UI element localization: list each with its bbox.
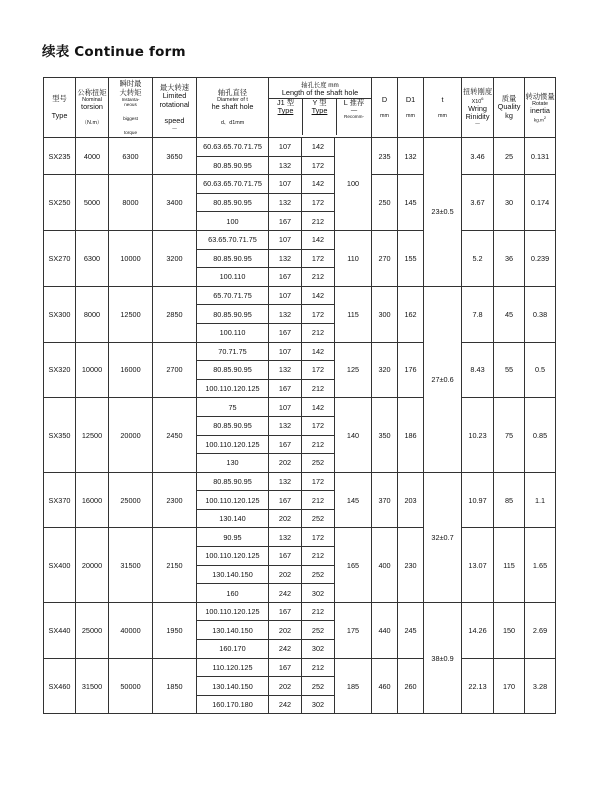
j1-length-cell: 167: [269, 268, 302, 287]
diameter-cell: 100.110.120.125: [197, 547, 269, 566]
speed-cell: 2450: [153, 398, 197, 472]
j1-length-cell: 202: [269, 565, 302, 584]
d1-cell: 145: [398, 175, 424, 231]
header-row: [44, 78, 556, 138]
diameter-cell: 60.63.65.70.71.75: [197, 175, 269, 194]
length-header: 轴孔长度 mm Length of the shaft hole J1 型 Type Y 型 Type L 推荐 — Recomm-: [269, 78, 372, 138]
diameter-cell: 100.110.120.125: [197, 491, 269, 510]
d1-header: D1 mm: [398, 78, 424, 138]
instant-torque-cell: 25000: [109, 472, 153, 528]
d-cell: 350: [372, 398, 398, 472]
d1-cell: 132: [398, 138, 424, 175]
j1-length-cell: 202: [269, 454, 302, 473]
mass-header: 质量 Quality kg: [494, 78, 525, 138]
j1-length-cell: 107: [269, 398, 302, 417]
y-length-cell: 212: [302, 268, 335, 287]
l-recommend-cell: 140: [335, 398, 372, 472]
j1-length-cell: 132: [269, 156, 302, 175]
j1-length-cell: 167: [269, 547, 302, 566]
table-row: [44, 138, 556, 157]
model-cell: SX460: [44, 658, 76, 714]
inertia-cell: 0.239: [525, 230, 556, 286]
y-length-cell: 142: [302, 342, 335, 361]
y-length-cell: 142: [302, 398, 335, 417]
diameter-cell: 100: [197, 212, 269, 231]
inertia-cell: 1.65: [525, 528, 556, 602]
inertia-cell: 0.5: [525, 342, 556, 398]
j1-length-cell: 242: [269, 640, 302, 659]
instant-torque-cell: 31500: [109, 528, 153, 602]
diameter-cell: 100.110.120.125: [197, 435, 269, 454]
l-recommend-cell: 115: [335, 286, 372, 342]
d-cell: 400: [372, 528, 398, 602]
table-row: [44, 472, 556, 491]
diameter-cell: 100.110.120.125: [197, 602, 269, 621]
y-length-cell: 172: [302, 416, 335, 435]
d1-cell: 155: [398, 230, 424, 286]
j1-length-cell: 202: [269, 677, 302, 696]
mass-cell: 75: [494, 398, 525, 472]
d1-cell: 203: [398, 472, 424, 528]
d-cell: 300: [372, 286, 398, 342]
stiffness-cell: 8.43: [462, 342, 494, 398]
y-length-cell: 212: [302, 602, 335, 621]
speed-cell: 2300: [153, 472, 197, 528]
speed-cell: 3400: [153, 175, 197, 231]
stiffness-cell: 22.13: [462, 658, 494, 714]
instant-torque-cell: 8000: [109, 175, 153, 231]
y-length-cell: 172: [302, 193, 335, 212]
d1-cell: 230: [398, 528, 424, 602]
instant-torque-cell: 40000: [109, 602, 153, 658]
diameter-cell: 80.85.90.95: [197, 156, 269, 175]
y-length-cell: 142: [302, 230, 335, 249]
instant-torque-cell: 10000: [109, 230, 153, 286]
speed-cell: 2850: [153, 286, 197, 342]
torque-cell: 5000: [76, 175, 109, 231]
speed-header: 最大转速 Limited rotational speed —: [153, 78, 197, 138]
l-recommend-cell: 185: [335, 658, 372, 714]
y-length-cell: 212: [302, 658, 335, 677]
d-cell: 250: [372, 175, 398, 231]
stiffness-header: 扭转刚度 $X10^6$ Wring Rinidity —: [462, 78, 494, 138]
y-length-cell: 142: [302, 138, 335, 157]
diameter-cell: 130.140.150: [197, 621, 269, 640]
diameter-cell: 63.65.70.71.75: [197, 230, 269, 249]
torque-cell: 8000: [76, 286, 109, 342]
model-cell: SX250: [44, 175, 76, 231]
diameter-cell: 80.85.90.95: [197, 472, 269, 491]
j1-length-cell: 107: [269, 138, 302, 157]
mass-cell: 45: [494, 286, 525, 342]
y-length-cell: 172: [302, 305, 335, 324]
j1-length-cell: 107: [269, 286, 302, 305]
mass-cell: 170: [494, 658, 525, 714]
j1-length-cell: 132: [269, 472, 302, 491]
j1-type-header: J1 型 Type: [269, 99, 303, 135]
y-length-cell: 252: [302, 509, 335, 528]
t-cell: 32±0.7: [424, 472, 462, 602]
stiffness-cell: 3.67: [462, 175, 494, 231]
d-cell: 370: [372, 472, 398, 528]
d-cell: 440: [372, 602, 398, 658]
j1-length-cell: 132: [269, 193, 302, 212]
diameter-cell: 130.140: [197, 509, 269, 528]
diameter-cell: 80.85.90.95: [197, 361, 269, 380]
diameter-header: 轴孔直径 Diameter of t he shaft hole d、d1mm: [197, 78, 269, 138]
j1-length-cell: 167: [269, 491, 302, 510]
y-length-cell: 212: [302, 491, 335, 510]
diameter-cell: 160.170: [197, 640, 269, 659]
stiffness-cell: 10.97: [462, 472, 494, 528]
d-cell: 460: [372, 658, 398, 714]
diameter-cell: 100.110: [197, 268, 269, 287]
torque-cell: 12500: [76, 398, 109, 472]
page-title: 续表 Continue form: [42, 44, 186, 60]
model-cell: SX270: [44, 230, 76, 286]
table-row: [44, 230, 556, 249]
model-cell: SX440: [44, 602, 76, 658]
table-row: [44, 175, 556, 194]
d-cell: 270: [372, 230, 398, 286]
y-length-cell: 172: [302, 528, 335, 547]
coupling-spec-table: [43, 77, 556, 714]
d1-cell: 186: [398, 398, 424, 472]
j1-length-cell: 167: [269, 323, 302, 342]
inertia-header: 转动惯量 Rotate inertia $kg.m^2$: [525, 78, 556, 138]
j1-length-cell: 242: [269, 584, 302, 603]
d-cell: 320: [372, 342, 398, 398]
diameter-cell: 110.120.125: [197, 658, 269, 677]
j1-length-cell: 167: [269, 212, 302, 231]
mass-cell: 36: [494, 230, 525, 286]
torque-cell: 4000: [76, 138, 109, 175]
stiffness-cell: 10.23: [462, 398, 494, 472]
speed-cell: 3650: [153, 138, 197, 175]
j1-length-cell: 132: [269, 305, 302, 324]
diameter-cell: 80.85.90.95: [197, 416, 269, 435]
speed-cell: 3200: [153, 230, 197, 286]
y-length-cell: 302: [302, 584, 335, 603]
y-length-cell: 172: [302, 361, 335, 380]
model-cell: SX370: [44, 472, 76, 528]
y-length-cell: 142: [302, 286, 335, 305]
table-row: [44, 398, 556, 417]
stiffness-cell: 7.8: [462, 286, 494, 342]
diameter-cell: 130.140.150: [197, 677, 269, 696]
stiffness-cell: 13.07: [462, 528, 494, 602]
inertia-cell: 0.85: [525, 398, 556, 472]
y-length-cell: 212: [302, 212, 335, 231]
inertia-cell: 2.69: [525, 602, 556, 658]
diameter-cell: 75: [197, 398, 269, 417]
y-length-cell: 252: [302, 621, 335, 640]
diameter-cell: 100.110: [197, 323, 269, 342]
diameter-cell: 160.170.180: [197, 695, 269, 714]
instant-torque-cell: 6300: [109, 138, 153, 175]
l-recommend-cell: 165: [335, 528, 372, 602]
y-length-cell: 142: [302, 175, 335, 194]
table-row: [44, 342, 556, 361]
y-length-cell: 212: [302, 547, 335, 566]
diameter-cell: 130.140.150: [197, 565, 269, 584]
table-row: [44, 528, 556, 547]
j1-length-cell: 132: [269, 361, 302, 380]
t-cell: 23±0.5: [424, 138, 462, 287]
torque-header: 公称扭矩 Nominal torsion （N.m）: [76, 78, 109, 138]
diameter-cell: 80.85.90.95: [197, 305, 269, 324]
instant-torque-cell: 50000: [109, 658, 153, 714]
mass-cell: 25: [494, 138, 525, 175]
y-length-cell: 172: [302, 472, 335, 491]
mass-cell: 85: [494, 472, 525, 528]
j1-length-cell: 167: [269, 435, 302, 454]
diameter-cell: 80.85.90.95: [197, 249, 269, 268]
y-length-cell: 302: [302, 640, 335, 659]
diameter-cell: 80.85.90.95: [197, 193, 269, 212]
j1-length-cell: 107: [269, 230, 302, 249]
table-row: [44, 658, 556, 677]
y-length-cell: 212: [302, 379, 335, 398]
instant-torque-cell: 12500: [109, 286, 153, 342]
d1-cell: 245: [398, 602, 424, 658]
l-recommend-cell: 125: [335, 342, 372, 398]
torque-cell: 20000: [76, 528, 109, 602]
model-cell: SX350: [44, 398, 76, 472]
d-header: D mm: [372, 78, 398, 138]
inertia-cell: 0.131: [525, 138, 556, 175]
model-cell: SX235: [44, 138, 76, 175]
y-length-cell: 252: [302, 677, 335, 696]
model-cell: SX320: [44, 342, 76, 398]
y-length-cell: 302: [302, 695, 335, 714]
speed-cell: 2700: [153, 342, 197, 398]
y-length-cell: 172: [302, 249, 335, 268]
d1-cell: 162: [398, 286, 424, 342]
mass-cell: 115: [494, 528, 525, 602]
inertia-cell: 1.1: [525, 472, 556, 528]
j1-length-cell: 167: [269, 658, 302, 677]
diameter-cell: 160: [197, 584, 269, 603]
speed-cell: 2150: [153, 528, 197, 602]
diameter-cell: 65.70.71.75: [197, 286, 269, 305]
diameter-cell: 130: [197, 454, 269, 473]
model-cell: SX400: [44, 528, 76, 602]
diameter-cell: 70.71.75: [197, 342, 269, 361]
torque-cell: 31500: [76, 658, 109, 714]
j1-length-cell: 167: [269, 602, 302, 621]
d1-cell: 176: [398, 342, 424, 398]
model-cell: SX300: [44, 286, 76, 342]
t-cell: 27±0.6: [424, 286, 462, 472]
torque-cell: 25000: [76, 602, 109, 658]
inertia-cell: 0.174: [525, 175, 556, 231]
y-length-cell: 212: [302, 323, 335, 342]
j1-length-cell: 107: [269, 342, 302, 361]
table-row: [44, 286, 556, 305]
l-recommend-header: L 推荐 — Recomm-: [343, 97, 365, 120]
j1-length-cell: 132: [269, 249, 302, 268]
mass-cell: 150: [494, 602, 525, 658]
y-length-cell: 172: [302, 156, 335, 175]
instant-torque-header: 瞬时最 大转矩 Instanta- neous biggest torque: [109, 78, 153, 138]
stiffness-cell: 5.2: [462, 230, 494, 286]
torque-cell: 6300: [76, 230, 109, 286]
l-recommend-cell: 175: [335, 602, 372, 658]
diameter-cell: 60.63.65.70.71.75: [197, 138, 269, 157]
model-header: 型号 Type: [44, 78, 76, 138]
stiffness-cell: 14.26: [462, 602, 494, 658]
j1-length-cell: 202: [269, 621, 302, 640]
j1-length-cell: 167: [269, 379, 302, 398]
y-length-cell: 252: [302, 454, 335, 473]
j1-length-cell: 132: [269, 416, 302, 435]
table-row: [44, 602, 556, 621]
stiffness-cell: 3.46: [462, 138, 494, 175]
inertia-cell: 3.28: [525, 658, 556, 714]
speed-cell: 1950: [153, 602, 197, 658]
mass-cell: 55: [494, 342, 525, 398]
t-header: t mm: [424, 78, 462, 138]
y-type-header: Y 型 Type: [303, 99, 337, 135]
j1-length-cell: 107: [269, 175, 302, 194]
speed-cell: 1850: [153, 658, 197, 714]
j1-length-cell: 242: [269, 695, 302, 714]
j1-length-cell: 132: [269, 528, 302, 547]
l-recommend-cell: 145: [335, 472, 372, 528]
torque-cell: 10000: [76, 342, 109, 398]
d-cell: 235: [372, 138, 398, 175]
y-length-cell: 252: [302, 565, 335, 584]
d1-cell: 260: [398, 658, 424, 714]
mass-cell: 30: [494, 175, 525, 231]
inertia-cell: 0.38: [525, 286, 556, 342]
l-recommend-cell: 110: [335, 230, 372, 286]
l-recommend-cell: 100: [335, 138, 372, 231]
instant-torque-cell: 16000: [109, 342, 153, 398]
t-cell: 38±0.9: [424, 602, 462, 714]
diameter-cell: 100.110.120.125: [197, 379, 269, 398]
torque-cell: 16000: [76, 472, 109, 528]
diameter-cell: 90.95: [197, 528, 269, 547]
j1-length-cell: 202: [269, 509, 302, 528]
y-length-cell: 212: [302, 435, 335, 454]
instant-torque-cell: 20000: [109, 398, 153, 472]
